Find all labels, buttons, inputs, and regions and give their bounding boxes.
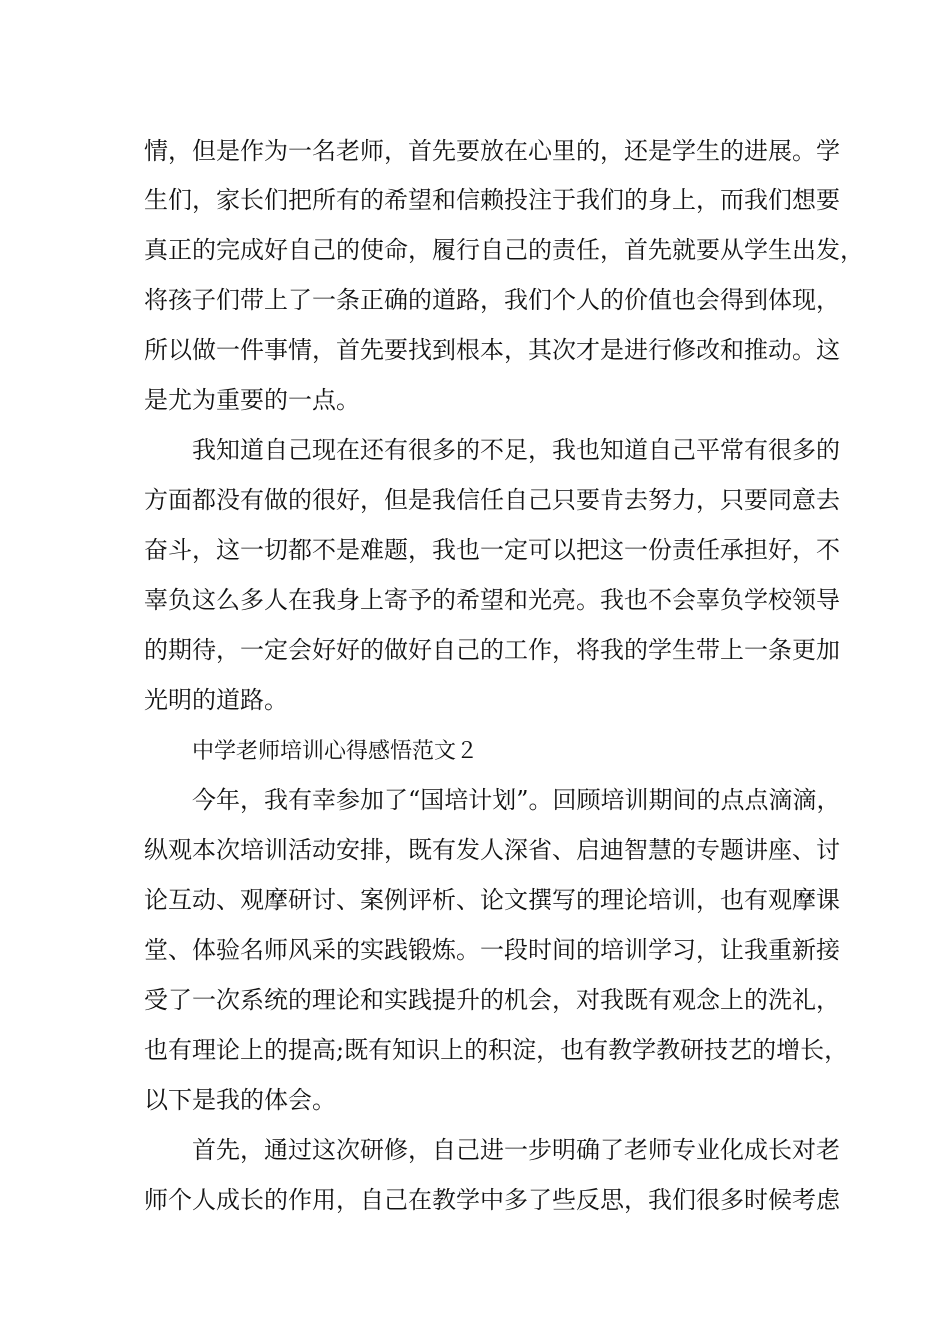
paragraph-first-line: 今年，我有幸参加了“国培计划”。回顾培训期间的点点滴滴， — [192, 786, 841, 814]
paragraph-first-line: 首先，通过这次研修，自己进一步明确了老师专业化成长对老 — [192, 1136, 840, 1164]
text-line: 也有理论上的提高;既有知识上的积淀，也有教学教研技艺的增长， — [144, 1036, 849, 1064]
paragraph-first-line: 我知道自己现在还有很多的不足，我也知道自己平常有很多的 — [192, 436, 840, 464]
text-line: 所以做一件事情，首先要找到根本，其次才是进行修改和推动。这 — [144, 336, 840, 364]
text-line: 辜负这么多人在我身上寄予的希望和光亮。我也不会辜负学校领导 — [144, 586, 840, 614]
text-line: 以下是我的体会。 — [144, 1086, 336, 1114]
text-line: 情，但是作为一名老师，首先要放在心里的，还是学生的进展。学 — [144, 137, 840, 165]
text-line: 堂、体验名师风采的实践锻炼。一段时间的培训学习，让我重新接 — [144, 936, 840, 964]
section-heading: 中学老师培训心得感悟范文２ — [192, 739, 479, 764]
text-line: 将孩子们带上了一条正确的道路，我们个人的价值也会得到体现， — [144, 286, 840, 314]
text-line: 方面都没有做的很好，但是我信任自己只要肯去努力，只要同意去 — [144, 486, 840, 514]
text-line: 光明的道路。 — [144, 686, 288, 714]
text-line: 受了一次系统的理论和实践提升的机会，对我既有观念上的洗礼， — [144, 986, 840, 1014]
text-line: 生们，家长们把所有的希望和信赖投注于我们的身上，而我们想要 — [144, 186, 840, 214]
text-line: 真正的完成好自己的使命，履行自己的责任，首先就要从学生出发， — [144, 236, 864, 264]
text-line: 是尤为重要的一点。 — [144, 386, 360, 414]
text-line: 纵观本次培训活动安排，既有发人深省、启迪智慧的专题讲座、讨 — [144, 836, 840, 864]
text-line: 师个人成长的作用，自己在教学中多了些反思，我们很多时候考虑 — [144, 1186, 840, 1214]
text-line: 论互动、观摩研讨、案例评析、论文撰写的理论培训，也有观摩课 — [144, 886, 840, 914]
text-line: 的期待，一定会好好的做好自己的工作，将我的学生带上一条更加 — [144, 636, 840, 664]
text-line: 奋斗，这一切都不是难题，我也一定可以把这一份责任承担好，不 — [144, 536, 840, 564]
